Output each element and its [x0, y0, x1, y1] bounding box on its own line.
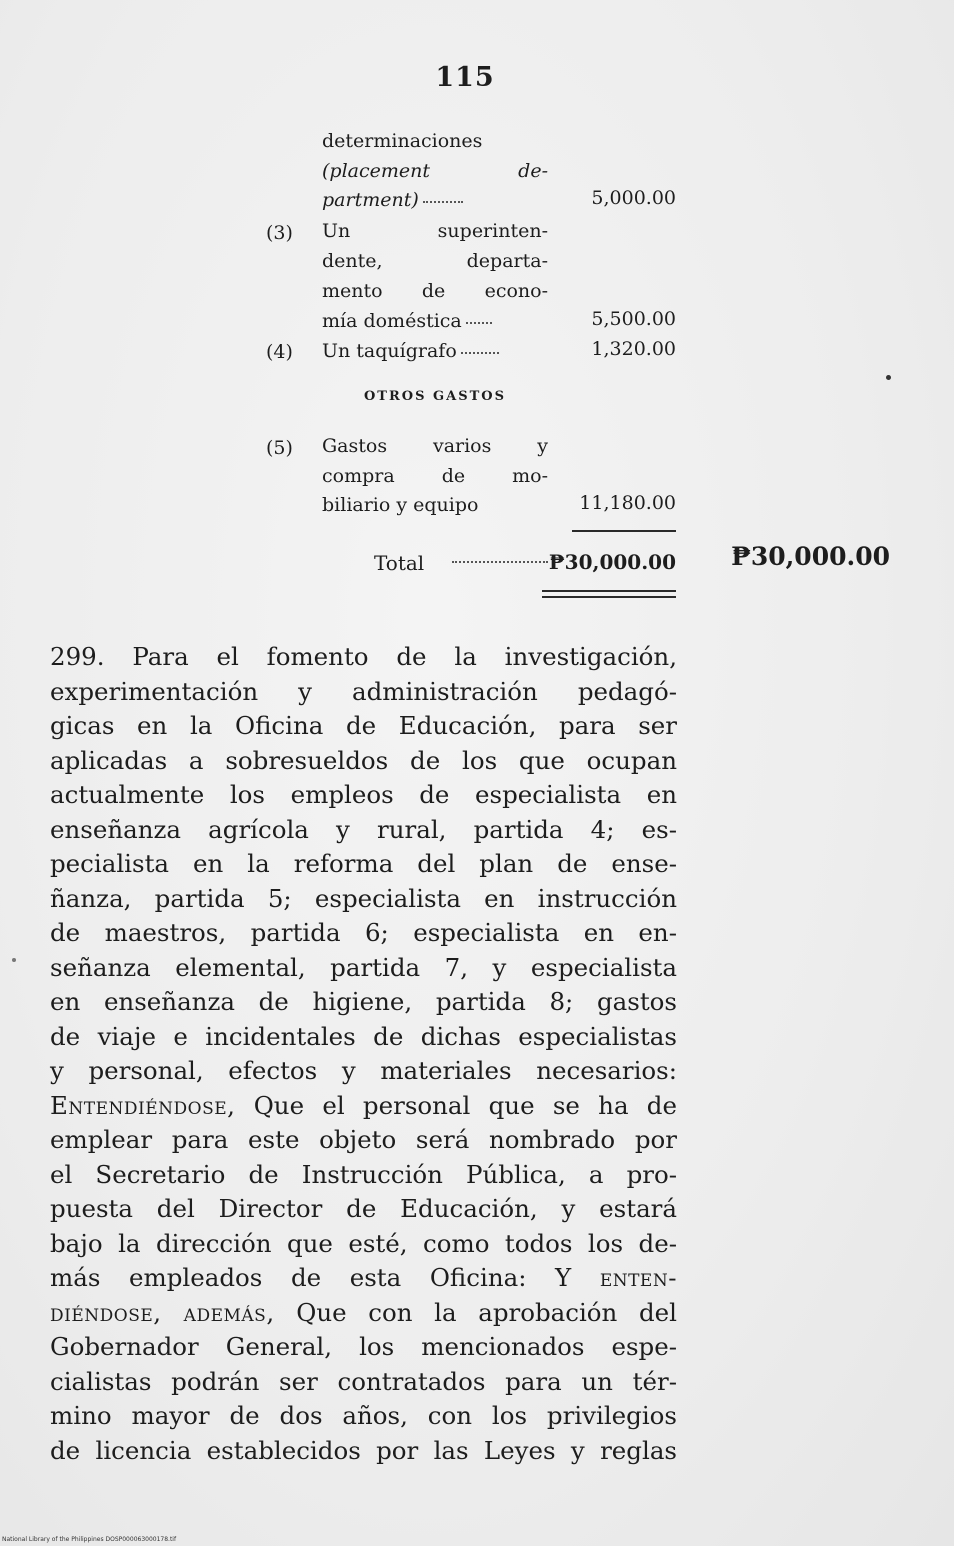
budget-line-text: mía doméstica: [322, 310, 462, 332]
page-number: 115: [435, 62, 495, 93]
grand-total-amount: ₱30,000.00: [731, 542, 890, 571]
scan-footer: National Library of the Philippines DOSP000063000178.tif: [2, 1536, 177, 1543]
paragraph-line: ñanza, partida 5; especialista en instrucción: [50, 883, 677, 913]
budget-amount: 1,320.00: [591, 338, 676, 360]
budget-line: Un superinten-: [322, 220, 548, 242]
paragraph-line: 299. Para el fomento de la investigación,: [50, 642, 677, 671]
paragraph-line-text: Que el personal que se ha de: [253, 1090, 677, 1120]
paragraph-line: Gobernador General, los mencionados espe-: [50, 1332, 677, 1361]
paragraph-line: emplear para este objeto será nombrado por: [50, 1125, 677, 1154]
budget-line: biliario y equipo: [322, 494, 479, 516]
leader-dots: [461, 352, 499, 354]
budget-line: mento de econo-: [322, 280, 548, 302]
paragraph-line: bajo la dirección que esté, como todos los de-: [50, 1228, 677, 1258]
paragraph-line: gicas en la Oficina de Educación, para ser: [50, 711, 677, 740]
double-rule-bottom: [542, 596, 676, 598]
proviso-keyword: diéndose, además,: [50, 1297, 275, 1327]
leader-dots: [466, 322, 492, 324]
budget-line: [322, 189, 548, 211]
scan-speck: [886, 375, 891, 380]
paragraph-line: enseñanza agrícola y rural, partida 4; es-: [50, 814, 677, 844]
proviso-keyword: enten-: [599, 1263, 677, 1292]
scan-speck: [12, 958, 16, 962]
budget-line: Gastos varios y: [322, 435, 548, 457]
budget-amount: 5,500.00: [591, 308, 676, 330]
paragraph-line: experimentación y administración pedagó-: [50, 676, 677, 706]
sum-rule: [572, 530, 676, 532]
total-amount: ₱30,000.00: [548, 550, 676, 574]
budget-line: [322, 340, 548, 362]
leader-dots: [452, 561, 548, 563]
budget-line: dente, departa-: [322, 250, 548, 272]
paragraph-line: mino mayor de dos años, con los privilegios: [50, 1401, 677, 1430]
leader-dots: [423, 201, 463, 203]
item-number: (3): [266, 222, 293, 244]
total-label: Total: [374, 551, 425, 575]
budget-line: determinaciones: [322, 130, 483, 152]
double-rule-top: [542, 590, 676, 592]
budget-line: (placement de-: [322, 160, 548, 182]
budget-line: [322, 310, 548, 332]
paragraph-line: pecialista en la reforma del plan de ense-: [50, 849, 677, 878]
paragraph-line: cialistas podrán ser contratados para un tér-: [50, 1366, 677, 1396]
paragraph-line: el Secretario de Instrucción Pública, a pro-: [50, 1159, 677, 1189]
paragraph-line: de licencia establecidos por las Leyes y reglas: [50, 1435, 677, 1465]
paragraph-line: y personal, efectos y materiales necesarios:: [50, 1056, 677, 1085]
budget-amount: 5,000.00: [591, 187, 676, 209]
proviso-keyword: Entendiéndose,: [50, 1090, 236, 1120]
budget-line-text: Un taquígrafo: [322, 340, 457, 362]
paragraph-line-text: más empleados de esta Oficina: Y: [50, 1263, 572, 1292]
paragraph-line-text: Que con la aprobación del: [296, 1297, 677, 1327]
paragraph-line: aplicadas a sobresueldos de los que ocupan: [50, 745, 677, 775]
paragraph-line: señanza elemental, partida 7, y especialista: [50, 952, 677, 982]
paragraph-line: [50, 1089, 677, 1124]
item-number: (5): [266, 437, 293, 459]
budget-line: compra de mo-: [322, 465, 548, 487]
paragraph-line: puesta del Director de Educación, y estará: [50, 1194, 677, 1223]
paragraph-line: [50, 1296, 677, 1331]
paragraph-line: en enseñanza de higiene, partida 8; gastos: [50, 987, 677, 1016]
paragraph-line: actualmente los empleos de especialista en: [50, 780, 677, 809]
budget-line-text: partment): [322, 189, 419, 211]
paragraph-line: de viaje e incidentales de dichas especialistas: [50, 1021, 677, 1051]
item-number: (4): [266, 341, 293, 363]
paragraph-line: [50, 1261, 677, 1296]
section-299-paragraph: [50, 640, 677, 1468]
budget-amount: 11,180.00: [579, 492, 676, 514]
paragraph-line: de maestros, partida 6; especialista en en-: [50, 918, 677, 947]
section-subheading: OTROS GASTOS: [363, 389, 506, 404]
